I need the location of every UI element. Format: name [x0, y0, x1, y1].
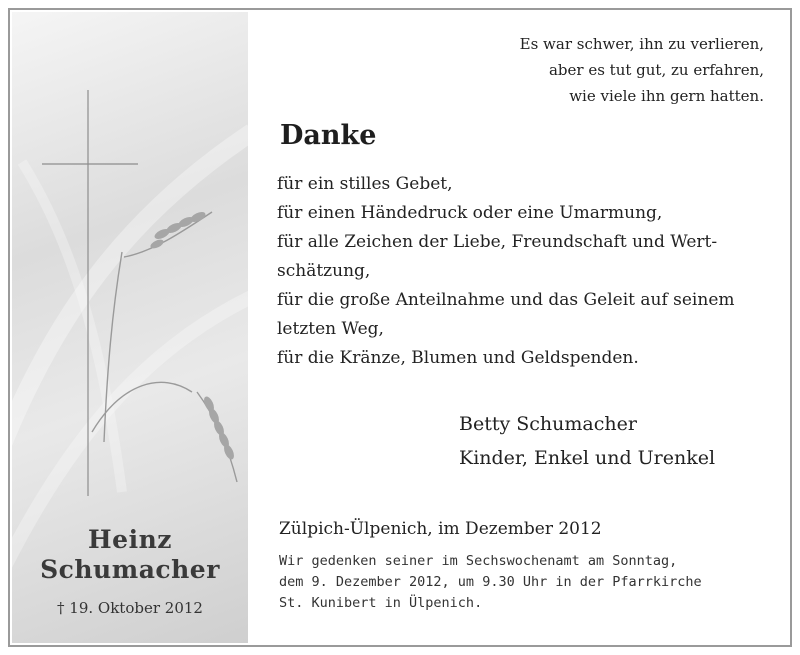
quote-line: Es war schwer, ihn zu verlieren,: [519, 35, 764, 53]
place-date: Zülpich-Ülpenich, im Dezember 2012: [279, 519, 602, 539]
quote-line: aber es tut gut, zu erfahren,: [548, 61, 764, 79]
signer-line: Kinder, Enkel und Urenkel: [459, 447, 716, 469]
thanks-line: letzten Weg,: [277, 319, 384, 339]
thanks-line: für alle Zeichen der Liebe, Freundschaft und Wert-: [277, 232, 718, 252]
deceased-first-name: Heinz: [88, 525, 172, 554]
signers-block: [459, 407, 715, 475]
thanks-line: für ein stilles Gebet,: [277, 174, 453, 194]
mass-line: dem 9. Dezember 2012, um 9.30 Uhr in der Pfarrkirche: [279, 574, 702, 590]
death-date: † 19. Oktober 2012: [57, 599, 203, 617]
heading: Danke: [280, 120, 377, 151]
signer-line: Betty Schumacher: [459, 413, 637, 435]
thanks-line: für die Kränze, Blumen und Geldspenden.: [277, 348, 639, 368]
thanks-text: [277, 170, 735, 373]
thanks-line: für einen Händedruck oder eine Umarmung,: [277, 203, 663, 223]
thanks-line: für die große Anteilnahme und das Geleit auf seinem: [277, 290, 735, 310]
mass-line: St. Kunibert in Ülpenich.: [279, 595, 483, 611]
thanks-line: schätzung,: [277, 261, 371, 281]
decorative-panel: [12, 12, 248, 643]
deceased-last-name: Schumacher: [40, 555, 220, 584]
mass-line: Wir gedenken seiner im Sechswochenamt am Sonntag,: [279, 553, 678, 569]
quote-block: [520, 31, 764, 109]
quote-line: wie viele ihn gern hatten.: [569, 87, 764, 105]
mass-notice: [279, 551, 702, 614]
